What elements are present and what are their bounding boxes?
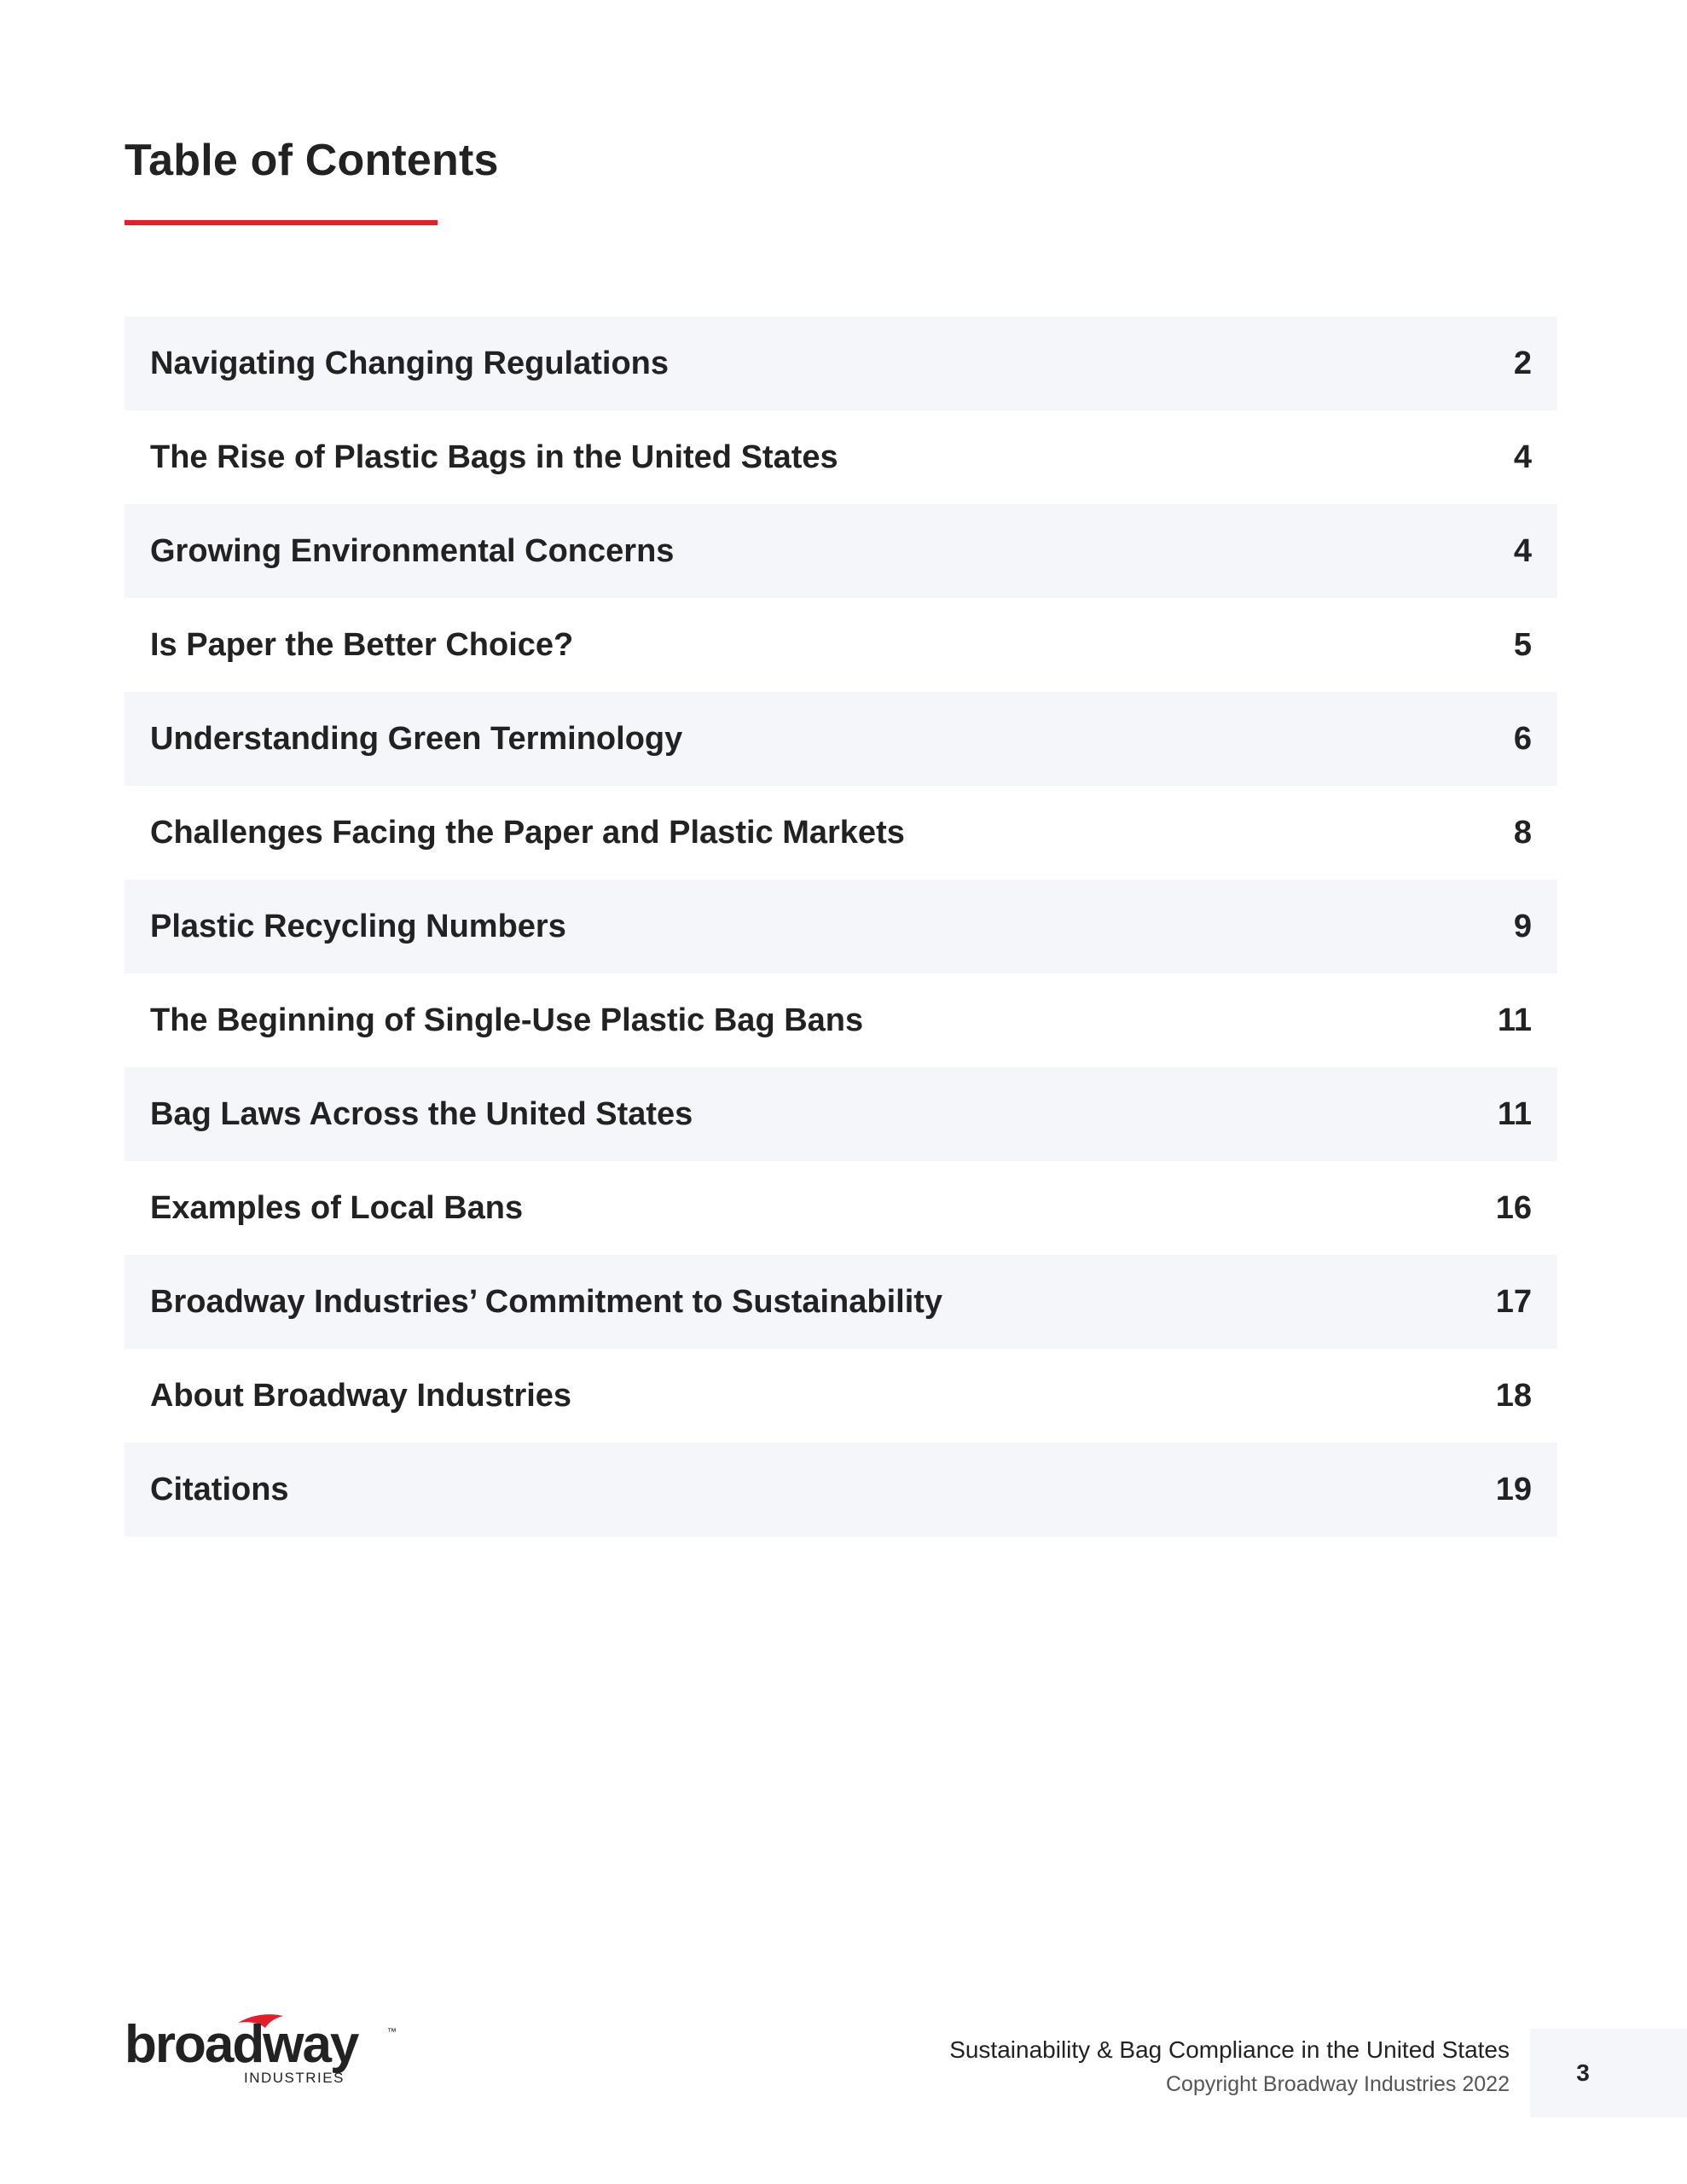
table-of-contents: [125, 317, 1557, 1536]
toc-entry[interactable]: [125, 1161, 1557, 1255]
toc-entry-page: 18: [1495, 1377, 1532, 1414]
footer-copyright: Copyright Broadway Industries 2022: [1165, 2072, 1510, 2096]
toc-entry-title: Growing Environmental Concerns: [150, 532, 675, 569]
toc-entry[interactable]: [125, 973, 1557, 1067]
logo-trademark: ™: [387, 2027, 397, 2037]
logo-subtitle: INDUSTRIES: [244, 2070, 345, 2086]
toc-entry-title: Bag Laws Across the United States: [150, 1095, 693, 1132]
toc-entry-title: Examples of Local Bans: [150, 1189, 524, 1226]
toc-entry[interactable]: [125, 692, 1557, 786]
toc-entry-title: The Beginning of Single-Use Plastic Bag Bans: [150, 1002, 864, 1038]
toc-entry-title: Broadway Industries’ Commitment to Sustainability: [150, 1283, 943, 1320]
toc-entry-page: 17: [1495, 1283, 1532, 1320]
logo-wordmark: broadway: [125, 2015, 358, 2074]
toc-entry[interactable]: [125, 1443, 1557, 1536]
toc-entry-page: 19: [1495, 1471, 1532, 1507]
toc-entry-page: 4: [1513, 439, 1532, 475]
toc-entry[interactable]: [125, 317, 1557, 410]
toc-entry-page: 5: [1513, 626, 1532, 663]
title-underline: [125, 220, 438, 225]
footer: [949, 2033, 1510, 2101]
toc-entry-page: 8: [1513, 814, 1532, 851]
toc-entry[interactable]: [125, 880, 1557, 973]
toc-entry-title: The Rise of Plastic Bags in the United States: [150, 439, 838, 475]
toc-entry[interactable]: [125, 410, 1557, 504]
toc-entry-page: 11: [1497, 1002, 1532, 1038]
toc-entry-page: 4: [1513, 532, 1532, 569]
broadway-logo: [125, 2009, 406, 2094]
footer-document-title: Sustainability & Bag Compliance in the United States: [949, 2036, 1510, 2063]
toc-entry[interactable]: [125, 786, 1557, 880]
page-number-box: [1530, 2029, 1687, 2117]
page-title: Table of Contents: [125, 136, 499, 185]
toc-entry[interactable]: [125, 1255, 1557, 1349]
toc-entry-page: 9: [1513, 908, 1532, 944]
toc-entry[interactable]: [125, 504, 1557, 598]
toc-entry-title: About Broadway Industries: [150, 1377, 572, 1414]
page-number: 3: [1576, 2059, 1590, 2086]
toc-entry-page: 2: [1513, 345, 1532, 381]
toc-entry-title: Navigating Changing Regulations: [150, 345, 670, 381]
toc-entry-title: Citations: [150, 1471, 289, 1507]
toc-entry-title: Challenges Facing the Paper and Plastic Markets: [150, 814, 905, 851]
toc-entry-title: Is Paper the Better Choice?: [150, 626, 574, 663]
toc-entry-title: Plastic Recycling Numbers: [150, 908, 566, 944]
toc-entry[interactable]: [125, 1067, 1557, 1161]
toc-entry-page: 16: [1495, 1189, 1532, 1226]
toc-entry-page: 6: [1513, 720, 1532, 757]
toc-entry[interactable]: [125, 598, 1557, 692]
toc-entry-title: Understanding Green Terminology: [150, 720, 683, 757]
toc-entry-page: 11: [1497, 1095, 1532, 1132]
toc-entry[interactable]: [125, 1349, 1557, 1443]
